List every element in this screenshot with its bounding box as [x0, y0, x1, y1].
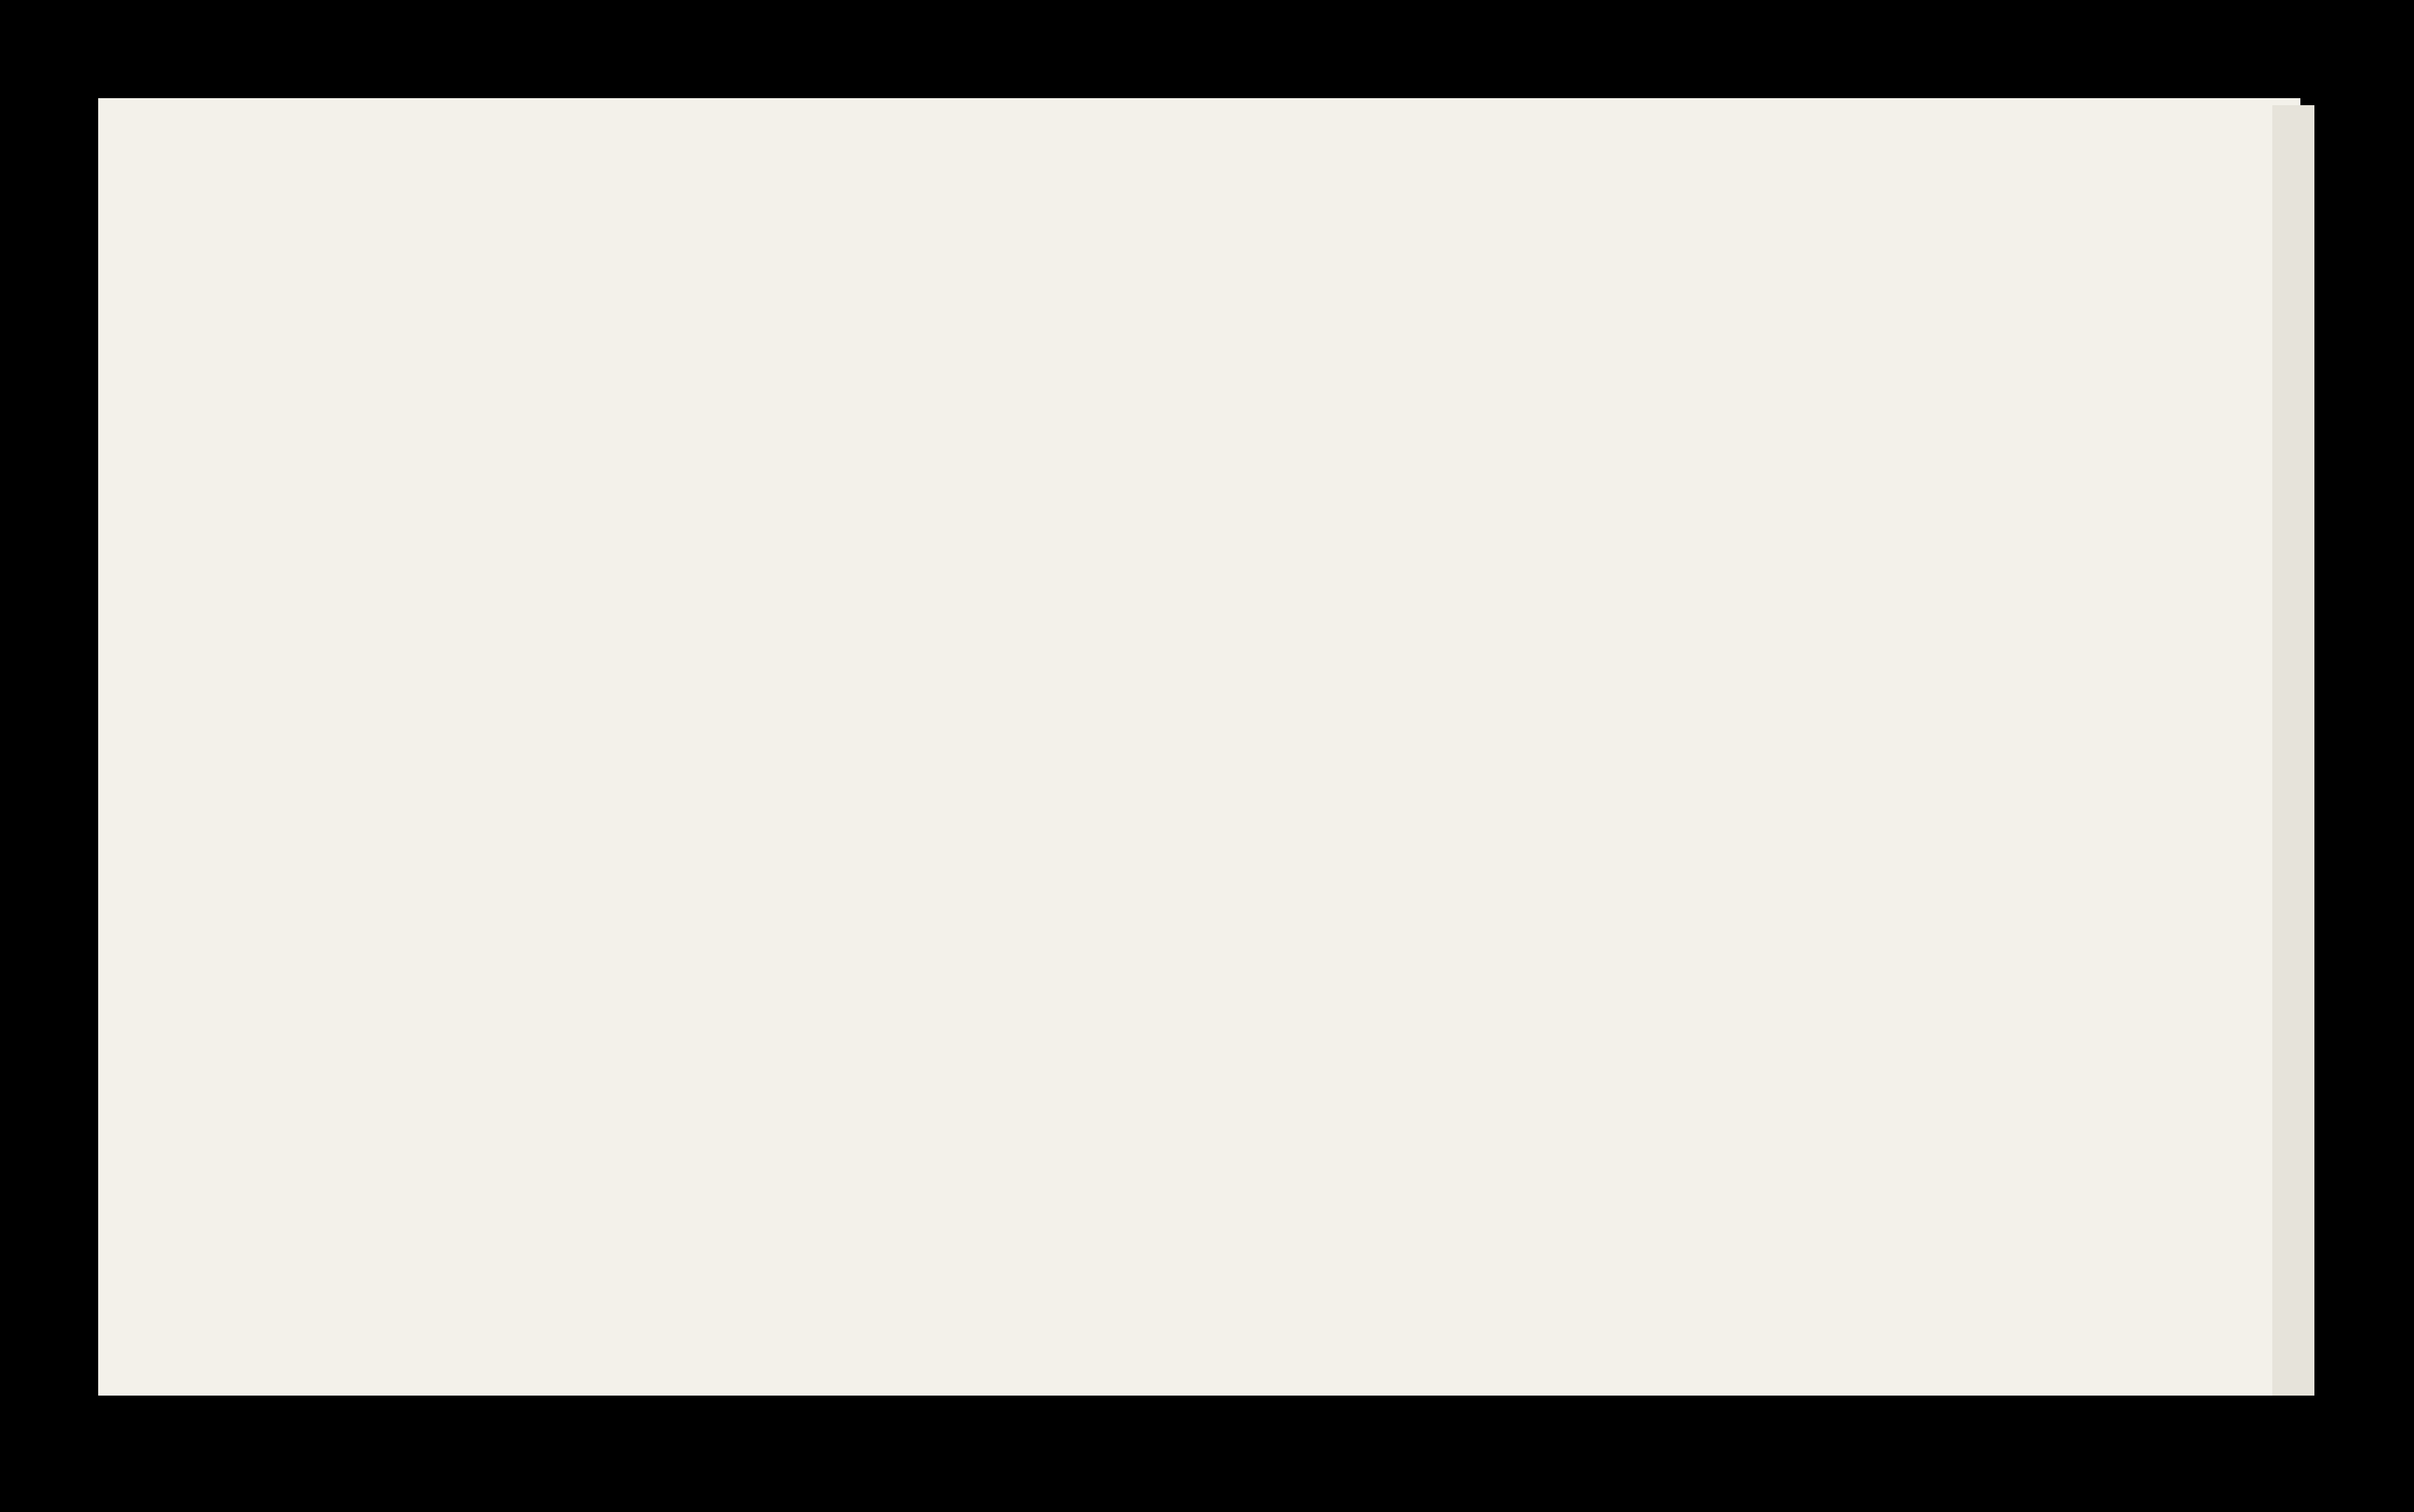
- card-paper: [98, 98, 2300, 1396]
